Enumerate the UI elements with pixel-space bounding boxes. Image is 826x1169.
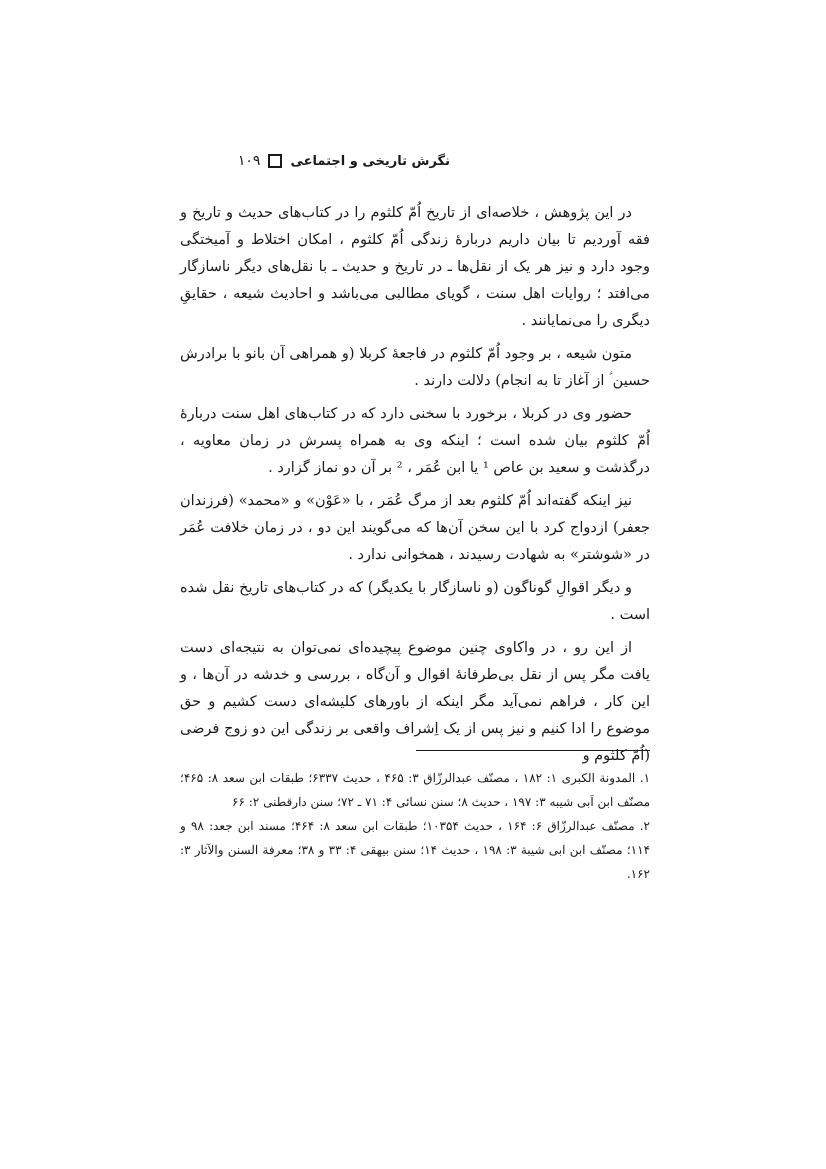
paragraph: در این پژوهش ، خلاصه‌ای از تاریخ اُمّ کلثوم را در کتاب‌های حدیث و تاریخ و فقه آوردیم تا بیان داریم دربارهٔ زندگی اُمّ کلثوم ، امکان اختلاط و آمیختگی وجود دارد و نیز هر یک از نقل‌ها ـ در تاریخ و حدیث ـ با نقل‌های دیگر ناسازگار می‌افتد ؛ روایات اهل سنت ، گویای مطالبی می‌باشد و احادیث شیعه ، حقایقِ دیگری را می‌نمایانند . xyxy=(180,205,650,329)
paragraph: نیز اینکه گفته‌اند اُمّ کلثوم بعد از مرگ عُمَر ، با «عَوْن» و «محمد» (فرزندان جعفر) ازدواج کرد با این سخن آن‌ها که می‌گویند این دو ، در زمان خلافت عُمَر در «شوشتر» به شهادت رسیدند ، همخوانی ندارد . xyxy=(180,493,650,563)
square-icon xyxy=(268,154,282,168)
footnote: ۲. مصنّف عبدالرزّاق ۶: ۱۶۴ ، حدیث ۱۰۳۵۴؛ طبقات ابن سعد ۸: ۴۶۴؛ مسند ابن جعد: ۹۸ و ۱۱۴؛ مصنّف ابن ابی شیبة ۳: ۱۹۸ ، حدیث ۱۴؛ سنن بیهقی ۴: ۳۳ و ۳۸؛ معرفة السنن والآثار ۳: ۱۶۲. xyxy=(180,819,651,881)
body-text xyxy=(180,200,650,776)
footnote-divider xyxy=(416,750,650,751)
page-number: ۱۰۹ xyxy=(237,153,261,169)
paragraph: حضور وی در کربلا ، برخورد با سخنی دارد که در کتاب‌های اهل سنت دربارهٔ اُمّ کلثوم بیان شده است ؛ اینکه وی به همراه پسرش در زمان معاویه ، درگذشت و سعید بن عاص ¹ یا ابن عُمَر ، ² بر آن دو نماز گزارد . xyxy=(180,406,650,476)
paragraph: و دیگر اقوالِ گوناگون (و ناسازگار با یکدیگر) که در کتاب‌های تاریخ نقل شده است . xyxy=(180,580,650,623)
paragraph: متون شیعه ، بر وجود اُمّ کلثوم در فاجعهٔ کربلا (و همراهی آن بانو با برادرش حسین ؑ از آغاز تا به انجام) دلالت دارند . xyxy=(180,346,650,389)
footnote: ۱. المدونة الکبری ۱: ۱۸۲ ، مصنّف عبدالرزّاق ۳: ۴۶۵ ، حدیث ۶۳۳۷؛ طبقات ابن سعد ۸: ۴۶۵؛ مصنّف ابن اَبی شیبه ۳: ۱۹۷ ، حدیث ۸؛ سنن نسائی ۴: ۷۱ ـ ۷۲؛ سنن دارقطنی ۲: ۶۶ xyxy=(180,771,651,809)
running-head xyxy=(180,150,450,172)
running-head-title: نگرش تاریخی و اجتماعی xyxy=(290,153,450,169)
paragraph: از این رو ، در واکاوی چنین موضوع پیچیده‌ای نمی‌توان به نتیجه‌ای دست یافت مگر پس از نقل بی‌طرفانهٔ اقوال و آن‌گاه ، بررسی و خدشه در آن‌ها ، و این کار ، فراهم نمی‌آید مگر اینکه از باورهای کلیشه‌ای دست کشیم و حق موضوع را ادا کنیم و نیز پس از یک اِشراف واقعی بر زندگی این دو زوج فرضی (اُمّ کلثوم و xyxy=(180,640,650,764)
footnotes xyxy=(180,766,650,886)
